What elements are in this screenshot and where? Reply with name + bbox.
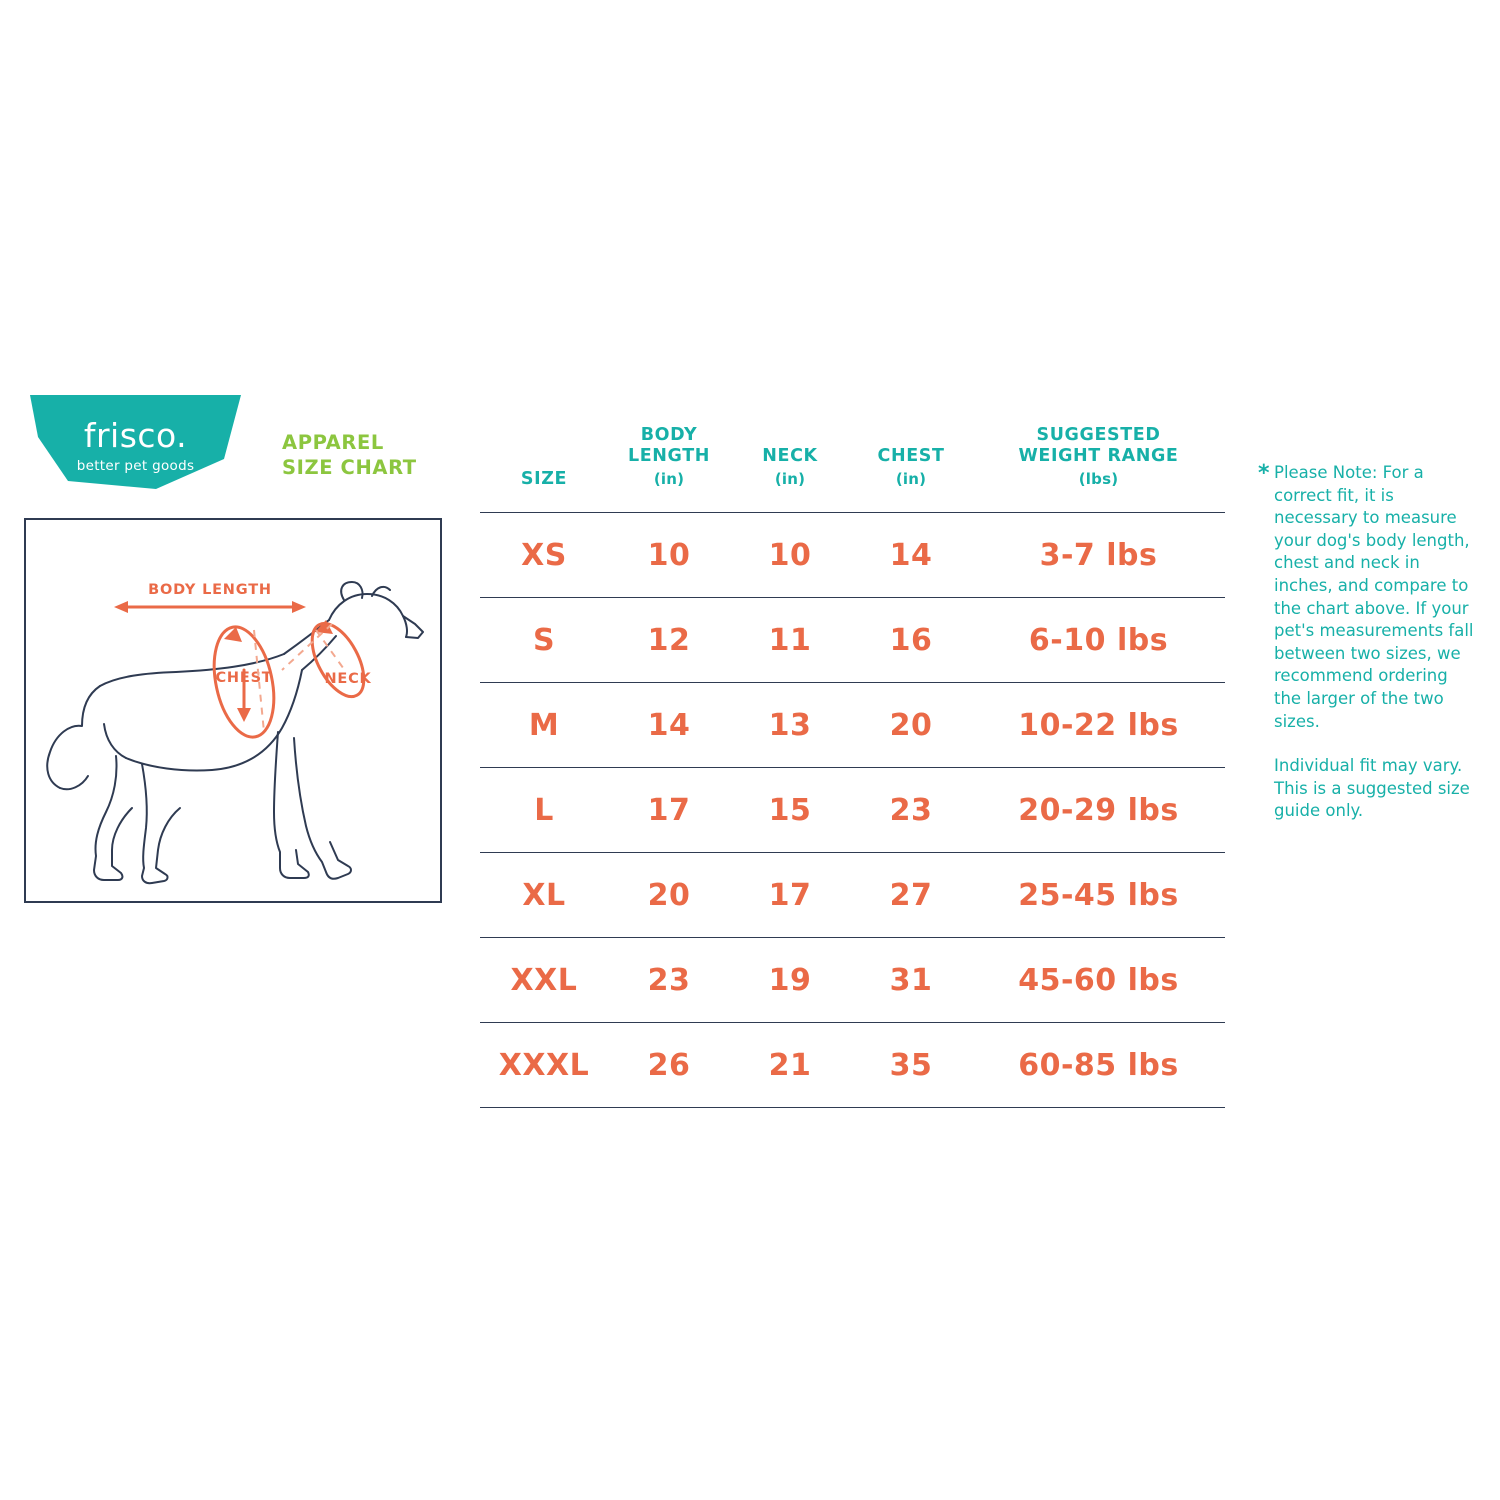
table-header-row xyxy=(480,425,1225,513)
cell-neck: 15 xyxy=(730,768,850,853)
table-row xyxy=(480,683,1225,768)
cell-weight: 10-22 lbs xyxy=(972,683,1225,768)
cell-neck: 17 xyxy=(730,853,850,938)
cell-body-length: 20 xyxy=(608,853,730,938)
cell-chest: 23 xyxy=(850,768,972,853)
table-row xyxy=(480,598,1225,683)
cell-chest: 35 xyxy=(850,1023,972,1108)
table-row xyxy=(480,513,1225,598)
cell-size: XXL xyxy=(480,938,608,1023)
dog-illustration xyxy=(26,520,440,901)
cell-body-length: 14 xyxy=(608,683,730,768)
cell-body-length: 17 xyxy=(608,768,730,853)
cell-neck: 10 xyxy=(730,513,850,598)
cell-weight: 3-7 lbs xyxy=(972,513,1225,598)
measurement-diagram xyxy=(24,518,442,903)
page-title-line2: SIZE CHART xyxy=(282,456,417,479)
cell-size: S xyxy=(480,598,608,683)
page-title xyxy=(282,430,462,480)
label-neck: NECK xyxy=(324,671,372,687)
cell-size: XS xyxy=(480,513,608,598)
logo-wordmark: frisco. xyxy=(83,416,188,455)
cell-body-length: 10 xyxy=(608,513,730,598)
size-chart-table xyxy=(480,425,1225,1108)
table-row xyxy=(480,1023,1225,1108)
page-title-line1: APPAREL xyxy=(282,431,384,454)
table-row xyxy=(480,938,1225,1023)
cell-size: XXXL xyxy=(480,1023,608,1108)
cell-chest: 31 xyxy=(850,938,972,1023)
label-body-length: BODY LENGTH xyxy=(148,582,272,598)
column-header-body-length: BODY LENGTH (in) xyxy=(628,425,710,488)
cell-body-length: 23 xyxy=(608,938,730,1023)
cell-body-length: 12 xyxy=(608,598,730,683)
cell-chest: 16 xyxy=(850,598,972,683)
note-asterisk: * xyxy=(1258,461,1270,486)
logo-tagline: better pet goods xyxy=(76,458,195,474)
column-header-weight-range: SUGGESTED WEIGHT RANGE (lbs) xyxy=(1018,425,1179,488)
cell-weight: 45-60 lbs xyxy=(972,938,1225,1023)
column-header-neck: NECK (in) xyxy=(762,446,818,488)
cell-weight: 25-45 lbs xyxy=(972,853,1225,938)
cell-size: XL xyxy=(480,853,608,938)
note-secondary-text: Individual fit may vary. This is a suggested size guide only. xyxy=(1274,756,1470,821)
cell-size: M xyxy=(480,683,608,768)
brand-logo xyxy=(28,393,243,498)
cell-weight: 20-29 lbs xyxy=(972,768,1225,853)
cell-weight: 60-85 lbs xyxy=(972,1023,1225,1108)
cell-chest: 27 xyxy=(850,853,972,938)
cell-neck: 21 xyxy=(730,1023,850,1108)
cell-neck: 19 xyxy=(730,938,850,1023)
column-header-chest: CHEST (in) xyxy=(877,446,945,488)
label-chest: CHEST xyxy=(215,670,273,686)
table-row xyxy=(480,768,1225,853)
table-row xyxy=(480,853,1225,938)
cell-body-length: 26 xyxy=(608,1023,730,1108)
cell-chest: 14 xyxy=(850,513,972,598)
note-panel xyxy=(1258,462,1476,823)
column-header-size: SIZE xyxy=(520,469,568,489)
cell-size: L xyxy=(480,768,608,853)
cell-chest: 20 xyxy=(850,683,972,768)
cell-weight: 6-10 lbs xyxy=(972,598,1225,683)
cell-neck: 13 xyxy=(730,683,850,768)
note-main-text: Please Note: For a correct fit, it is necessary to measure your dog's body length, chest and neck in inches, and compare to the chart above. If your pet's measurements fall between two sizes, we recommend ordering the larger of the two sizes. xyxy=(1274,463,1474,731)
cell-neck: 11 xyxy=(730,598,850,683)
